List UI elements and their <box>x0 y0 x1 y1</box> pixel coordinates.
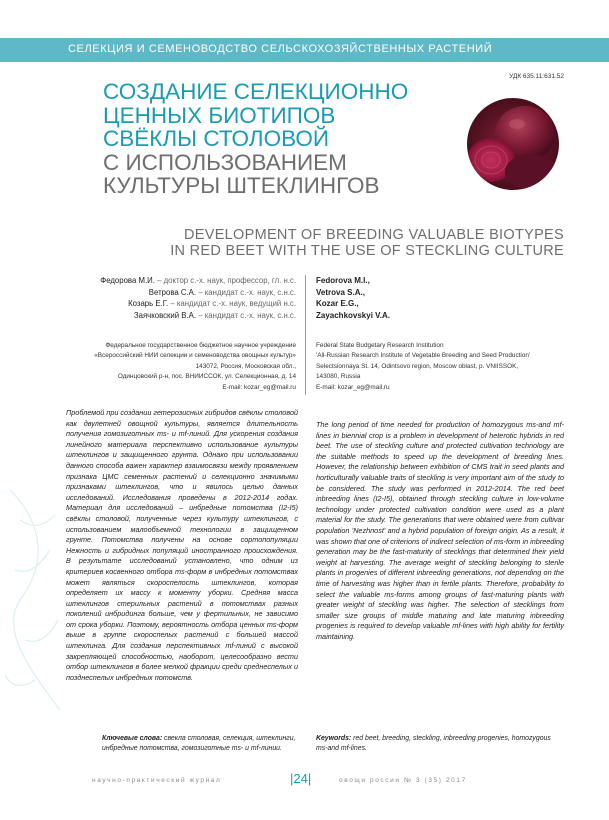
authors-ru <box>100 275 296 321</box>
article-title-ru <box>103 80 408 198</box>
title-ru-line: ЦЕННЫХ БИОТИПОВ <box>103 102 336 128</box>
title-ru-line: КУЛЬТУРЫ ШТЕКЛИНГОВ <box>103 173 380 198</box>
abstract-en: The long period of time needed for production of homozygous ms-and mf-lines in biennial crop is a problem in development of heterotic hybrids in red beet. The use of steckling culture and protected cultivation technology are the suitable methods to speed up the development of breeding lines. However, the relationship between exhibition of CMS trait in seed plants and horticulturally valuable traits of steckling is very important aim of the study to be considered. The study was performed in 2012-2014. The red beet inbreeding lines (I2-I5), obtained through steckling culture in low-volume technology under protected cultivation condition were used as a plant material for the study. The generations that were obtained were from cultivar population 'Nezhnost' and a hybrid population of foreign origin. As a result, it was shown that one of criterions of indirect selection of ms-form in inbreeding generation may be the fast-maturity of stecklings that determined their yield weight at harvesting. The average weight of steckling belonging to sterile plants in progenies of different inbreeding generations, not depending on the time of harvesting was higher than in fertile plants. Therefore, probability to select the valuable ms-forms among groups of fast-maturing plants with greater weight of steckling was higher. The selection of stecklings from smaller size groups of middle maturing and late maturing inbreeding progenies is required to develop valuable mf-lines with high ability for fertility maintaining. <box>316 420 564 641</box>
author-role: – кандидат с.-х. наук, с.н.с. <box>196 287 296 297</box>
abstract-ru: Проблемой при создании гетерозисных гибридов свёклы столовой как двулетней овощной культуры, является длительность получения гомозиготных ms- и mf-линий. Для ускорения создания линейного материала перспективно использование культуры штеклингов и защищенного грунта. Однако при использовании данного способа важен характер взаимосвязи между проявлением признака ЦМС семенных растений и селекционно значимыми признаками штеклингов, что и явилось целью данных исследований. Исследования проведены в 2012-2014 годах. Материал для исследований – инбредные потомства (I2-I5) свёклы столовой, полученные через культуру штеклингов, с использованием малообъемной технологии в защищенном грунте. Потомства получены на основе сортопопуляции Нежность и гибридных популяций иностранного происхождения. В результате исследований установлено, что одним из критериев косвенного отбора ms-форм в инбредных потомствах может являться скороспелость штеклингов, которая определяет их массу к моменту уборки. Средняя масса штеклингов стерильных растений в потомствах разных поколений инбридинга больше, чем у фертильных, не зависимо от срока уборки. Поэтому, вероятность отбора ценных ms-форм выше в группе скороспелых растений с большей массой штеклинга. Для создания перспективных mf-линий с высокой закрепляющей способностью, наоборот, целесообразно вести отбор штеклингов в более мелкой фракции среди среднеспелых и позднеспелых инбредных потомств. <box>66 408 299 682</box>
institution-line: 'All-Russian Research Institute of Vegetable Breeding and Seed Production' <box>316 352 531 360</box>
authors-en <box>316 275 390 321</box>
keywords-ru-label: Ключевые слова: <box>102 735 163 742</box>
institution-line: Федеральное государственное бюджетное научное учреждение <box>105 342 296 349</box>
keywords-en <box>316 734 564 754</box>
article-title-en <box>170 227 564 259</box>
title-en-line: IN RED BEET WITH THE USE OF STECKLING CULTURE <box>170 243 564 259</box>
title-ru-line: С ИСПОЛЬЗОВАНИЕМ <box>103 149 347 175</box>
author-role: – кандидат с.-х. наук, ведущий н.с. <box>168 299 296 308</box>
title-ru-line: СВЁКЛЫ СТОЛОВОЙ <box>103 126 329 151</box>
keywords-ru-text: свекла столовая, селекция, штеклинги, инбредные потомства, гомозиготные ms- и mf-линии. <box>102 735 296 753</box>
author-name: Козарь Е.Г. <box>128 299 169 308</box>
author-name: Федорова М.И. <box>100 276 155 285</box>
institution-line: 143080, Russia <box>316 373 361 381</box>
section-banner <box>0 38 609 62</box>
author-name: Ветрова С.А. <box>148 287 197 297</box>
author-ru <box>100 275 296 287</box>
keywords-en-text: red beet, breeding, steckling, inbreeding progenies, homozygous ms-and mf-lines. <box>316 735 551 753</box>
institution-line: 143072, Россия, Московская обл., <box>195 362 296 370</box>
email-ru[interactable]: E-mail: kozar_eg@mail.ru <box>222 383 296 391</box>
page-number: |24| <box>290 771 312 786</box>
author-en: Vetrova S.A., <box>316 287 365 297</box>
title-en-line: DEVELOPMENT OF BREEDING VALUABLE BIOTYPES <box>183 227 564 243</box>
decorative-leaf-ornament <box>0 480 70 740</box>
footer-journal-issue: овощи россии № 3 (35) 2017 <box>339 777 467 784</box>
author-role: – доктор с.-х. наук, профессор, гл. н.с. <box>154 276 296 285</box>
email-en[interactable]: E-mail: kozar_eg@mail.ru <box>316 383 390 391</box>
beet-photo <box>467 98 559 190</box>
author-role: – кандидат с.-х. наук, с.н.с. <box>196 310 296 320</box>
institution-ru <box>94 341 296 393</box>
keywords-en-label: Keywords: <box>316 735 352 742</box>
column-divider <box>305 275 306 395</box>
institution-line: Selectsionnaya St. 14, Odintsovo region, Moscow oblast, p. VNIISSOK, <box>316 362 519 370</box>
author-ru <box>100 310 296 322</box>
institution-line: Federal State Budgetary Research Institution <box>316 342 444 349</box>
section-banner-text: СЕЛЕКЦИЯ И СЕМЕНОВОДСТВО СЕЛЬСКОХОЗЯЙСТВЕННЫХ РАСТЕНИЙ <box>68 43 493 55</box>
institution-line: Одинцовский р-н, пос. ВНИИССОК, ул. Селекционная, д. 14 <box>117 373 296 381</box>
institution-line: «Всероссийский НИИ селекции и семеноводства овощных культур» <box>94 352 296 360</box>
author-en: Fedorova M.I., <box>316 276 370 285</box>
author-ru <box>100 287 296 299</box>
author-en: Kozar E.G., <box>316 299 359 308</box>
footer-journal-type: научно-практический журнал <box>92 777 222 784</box>
keywords-ru <box>102 734 298 754</box>
author-ru <box>100 298 296 310</box>
institution-en <box>316 341 566 393</box>
udk-code: УДК 635.11:631.52 <box>509 73 564 80</box>
title-ru-line: СОЗДАНИЕ СЕЛЕКЦИОННО <box>103 79 409 104</box>
author-en: Zayachkovskyi V.A. <box>316 310 390 320</box>
author-name: Заячковский В.А. <box>133 310 197 320</box>
